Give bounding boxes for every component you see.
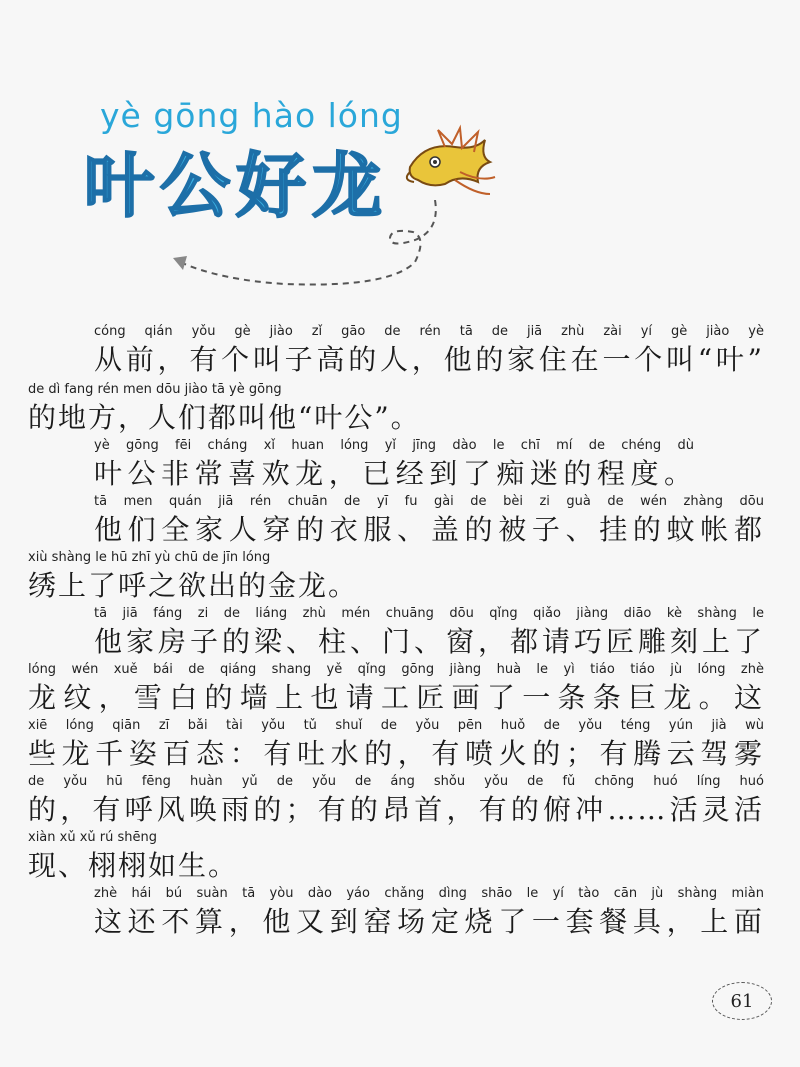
pinyin-line: xiù shàng le hū zhī yù chū de jīn lóng	[28, 550, 271, 565]
pinyin-line: yè gōng fēi cháng xǐ huan lóng yǐ jīng dào le chī mí de chéng dù	[94, 438, 694, 453]
hanzi-line: 的地方，人们都叫他“叶公”。	[28, 401, 421, 434]
text-line	[94, 886, 764, 942]
dashed-arrow-decoration	[165, 200, 455, 310]
text-line	[28, 830, 248, 886]
hanzi-line: 的，有呼风唤雨的；有的昂首，有的俯冲……活灵活	[28, 793, 764, 826]
text-line	[94, 324, 764, 380]
hanzi-line: 些龙千姿百态：有吐水的，有喷火的；有腾云驾雾	[28, 737, 764, 770]
page-title: 叶公好龙	[84, 145, 388, 227]
hanzi-line: 龙纹，雪白的墙上也请工匠画了一条条巨龙。这	[28, 681, 764, 714]
dragon-head-illustration	[390, 122, 500, 202]
text-line	[28, 662, 764, 718]
text-line	[94, 438, 694, 494]
hanzi-line: 绣上了呼之欲出的金龙。	[28, 569, 359, 602]
pinyin-line: zhè hái bú suàn tā yòu dào yáo chǎng dìng shāo le yí tào cān jù shàng miàn	[94, 886, 764, 901]
text-line	[28, 718, 764, 774]
pinyin-line: tā jiā fáng zi de liáng zhù mén chuāng dōu qǐng qiǎo jiàng diāo kè shàng le	[94, 606, 764, 621]
pinyin-line: de dì fang rén men dōu jiào tā yè gōng	[28, 382, 282, 397]
title-pinyin: yè gōng hào lóng	[100, 96, 403, 135]
text-line	[94, 494, 764, 550]
text-line	[28, 774, 764, 830]
hanzi-line: 叶公非常喜欢龙，已经到了痴迷的程度。	[94, 457, 694, 490]
pinyin-line: tā men quán jiā rén chuān de yī fu gài de bèi zi guà de wén zhàng dōu	[94, 494, 764, 509]
hanzi-line: 他们全家人穿的衣服、盖的被子、挂的蚊帐都	[94, 513, 764, 546]
text-line	[28, 550, 408, 606]
pinyin-line: xiē lóng qiān zī bǎi tài yǒu tǔ shuǐ de yǒu pēn huǒ de yǒu téng yún jià wù	[28, 718, 764, 733]
page-number: 61	[712, 982, 772, 1020]
text-line	[28, 382, 448, 438]
pinyin-line: de yǒu hū fēng huàn yǔ de yǒu de áng shǒu yǒu de fǔ chōng huó líng huó	[28, 774, 764, 789]
hanzi-line: 现、栩栩如生。	[28, 849, 239, 882]
hanzi-line: 这还不算，他又到窑场定烧了一套餐具，上面	[94, 905, 764, 938]
pinyin-line: xiàn xǔ xǔ rú shēng	[28, 830, 157, 845]
text-line	[94, 606, 764, 662]
hanzi-line: 从前，有个叫子高的人，他的家住在一个叫“叶”	[94, 343, 764, 376]
pinyin-line: cóng qián yǒu gè jiào zǐ gāo de rén tā de jiā zhù zài yí gè jiào yè	[94, 324, 764, 339]
pinyin-line: lóng wén xuě bái de qiáng shang yě qǐng gōng jiàng huà le yì tiáo tiáo jù lóng zhè	[28, 662, 764, 677]
hanzi-line: 他家房子的梁、柱、门、窗，都请巧匠雕刻上了	[94, 625, 764, 658]
